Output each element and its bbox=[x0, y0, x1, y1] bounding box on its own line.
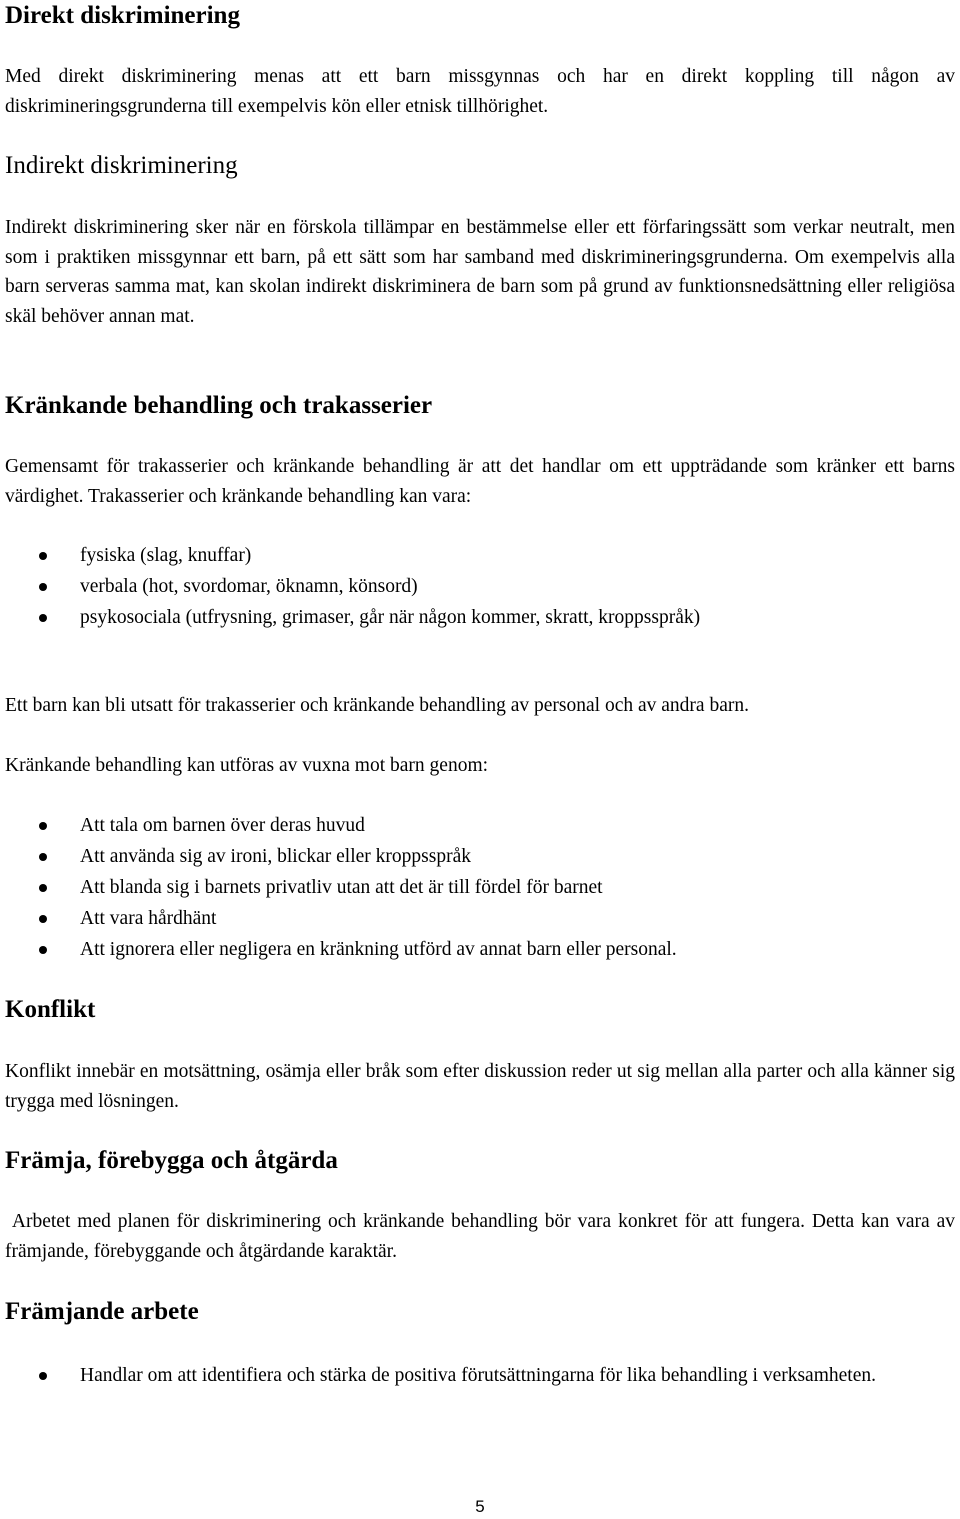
paragraph-direkt-diskriminering: Med direkt diskriminering menas att ett barn missgynnas och har en direkt koppling till någon av diskrimineringsgrunderna till exempelvis kön eller etnisk tillhörighet. bbox=[5, 66, 955, 117]
bullet-icon bbox=[39, 853, 47, 861]
paragraph-vuxna: Kränkande behandling kan utföras av vuxna mot barn genom: bbox=[5, 755, 489, 776]
paragraph-indirekt-diskriminering: Indirekt diskriminering sker när en förskola tillämpar en bestämmelse eller ett förfaringssätt som verkar neutralt, men som i praktiken missgynnar ett barn, på ett sätt som har samband med diskrimineringsgrunderna. Om exempelvis alla barn serveras samma mat, kan skolan indirekt diskriminera de barn som på grund av funktionsnedsättning eller religiösa skäl behöver annan mat. bbox=[5, 217, 955, 327]
bullet-icon bbox=[39, 614, 47, 622]
list-item: Att tala om barnen över deras huvud bbox=[5, 810, 955, 841]
page-number: 5 bbox=[475, 1497, 485, 1516]
list-item: Att använda sig av ironi, blickar eller kroppsspråk bbox=[5, 841, 955, 872]
paragraph-krankande-behandling: Gemensamt för trakasserier och kränkande behandling är att det handlar om ett uppträdande som kränker ett barns värdighet. Trakasserier och kränkande behandling kan vara: bbox=[5, 456, 955, 507]
heading-indirekt-diskriminering: Indirekt diskriminering bbox=[5, 152, 238, 179]
bullet-icon bbox=[39, 884, 47, 892]
list-item: psykosociala (utfrysning, grimaser, går när någon kommer, skratt, kroppsspråk) bbox=[5, 602, 955, 633]
bullet-icon bbox=[39, 552, 47, 560]
paragraph-konflikt: Konflikt innebär en motsättning, osämja eller bråk som efter diskussion reder ut sig mellan alla parter och alla känner sig trygga med lösningen. bbox=[5, 1061, 955, 1112]
bullet-icon bbox=[39, 822, 47, 830]
bullet-icon bbox=[39, 946, 47, 954]
list-item: Att ignorera eller negligera en kränkning utförd av annat barn eller personal. bbox=[5, 934, 955, 965]
heading-krankande-behandling: Kränkande behandling och trakasserier bbox=[5, 392, 433, 419]
bullet-icon bbox=[39, 915, 47, 923]
list-item: fysiska (slag, knuffar) bbox=[5, 540, 955, 571]
list-item: Att vara hårdhänt bbox=[5, 903, 955, 934]
list-item: Handlar om att identifiera och stärka de positiva förutsättningarna för lika behandling i verksamheten. bbox=[5, 1360, 955, 1391]
heading-framjande-arbete: Främjande arbete bbox=[5, 1298, 199, 1325]
list-item: Att blanda sig i barnets privatliv utan att det är till fördel för barnet bbox=[5, 872, 955, 903]
bullet-icon bbox=[39, 1372, 47, 1380]
paragraph-framja: Arbetet med planen för diskriminering och kränkande behandling bör vara konkret för att fungera. Detta kan vara av främjande, förebyggande och åtgärdande karaktär. bbox=[5, 1211, 960, 1262]
heading-direkt-diskriminering: Direkt diskriminering bbox=[5, 2, 240, 29]
list-vuxna-beteenden bbox=[5, 810, 955, 965]
heading-konflikt: Konflikt bbox=[5, 996, 96, 1023]
list-krankande-typer bbox=[5, 540, 955, 633]
list-item: verbala (hot, svordomar, öknamn, könsord) bbox=[5, 571, 955, 602]
paragraph-utsatt: Ett barn kan bli utsatt för trakasserier och kränkande behandling av personal och av andra barn. bbox=[5, 695, 749, 716]
list-framjande-arbete bbox=[5, 1360, 955, 1391]
heading-framja: Främja, förebygga och åtgärda bbox=[5, 1147, 338, 1174]
bullet-icon bbox=[39, 583, 47, 591]
